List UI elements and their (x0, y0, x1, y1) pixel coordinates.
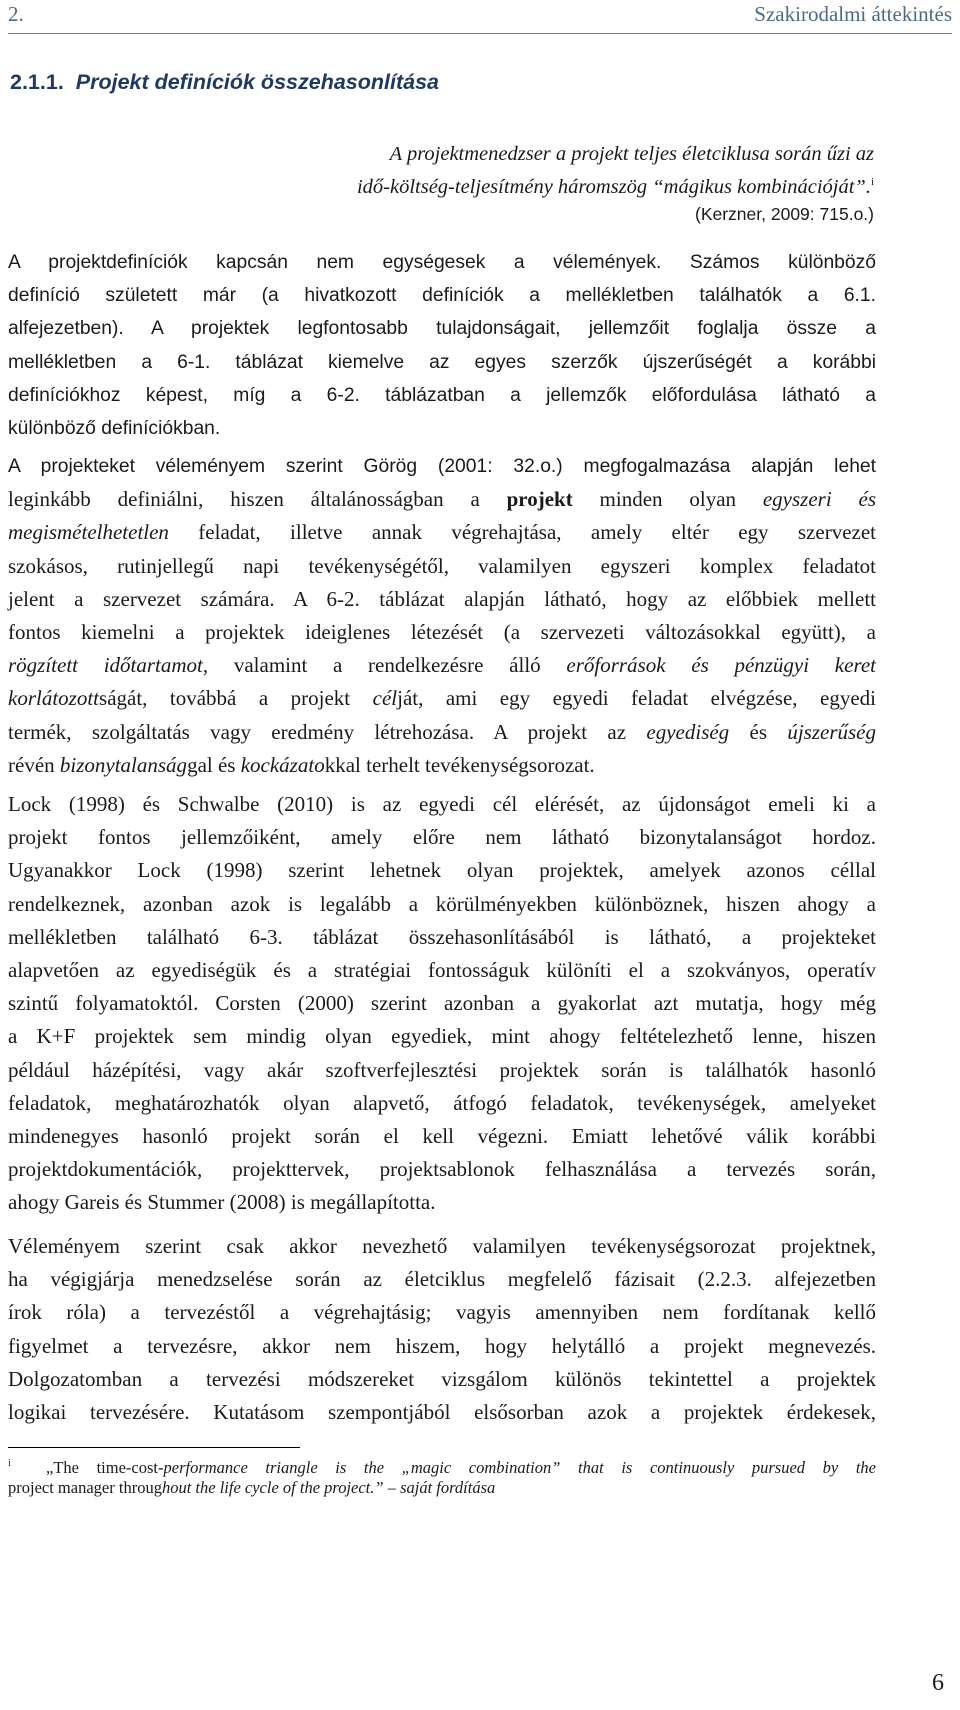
text-run: termék, szolgáltatás vagy eredmény létrehozása. A projekt az (8, 719, 647, 744)
text-line: különböző definíciókban. (8, 417, 221, 439)
text-line: ha végigjárja menedzselése során az életciklus megfelelő fázisait (2.2.3. alfejezetben (8, 1267, 876, 1292)
text-line (8, 649, 876, 682)
paragraph-1 (8, 246, 876, 445)
text-run: feladat, illetve annak végrehajtása, amely eltér egy szervezet (168, 520, 876, 545)
text-line: jelent a szervezet számára. A 6-2. táblázat alapján látható, hogy az előbbiek mellett (8, 586, 876, 611)
text-line: feladatok, meghatározhatók olyan alapvető, átfogó feladatok, tevékenységek, amelyeket (8, 1090, 876, 1115)
text-run: minden olyan (572, 487, 763, 512)
text-run: ját, ami egy egyedi feladat elvégzése, egyedi (397, 686, 876, 711)
text-run: kkal terhelt tevékenységsorozat. (324, 752, 595, 777)
motto-line: A projektmenedzser a projekt teljes életciklusa során űzi az (389, 143, 874, 165)
text-line: mellékletben a 6-1. táblázat kiemelve az egyes szerzők újszerűségét a korábbi (8, 351, 876, 373)
motto-line: idő-költség-teljesítmény háromszög “mágikus kombinációját”. (356, 176, 871, 198)
text-run: gal és (187, 752, 241, 777)
motto-quote (274, 140, 874, 201)
footnote-ref[interactable]: i (870, 176, 874, 188)
text-line: Lock (1998) és Schwalbe (2010) is az egyedi cél elérését, az újdonságot emeli ki a (8, 792, 876, 816)
italic-term: erőforrások és pénzügyi keret (566, 653, 876, 678)
text-line: írok róla) a tervezéstől a végrehajtásig; vagyis amennyiben nem fordítanak kellő (8, 1300, 876, 1325)
italic-term: korlátozott (8, 686, 100, 711)
section-heading (10, 70, 439, 95)
italic-term: rögzített időtartamot (8, 653, 203, 678)
text-run: leginkább definiálni, hiszen általánosságban a (8, 487, 507, 512)
footnote-marker: i (8, 1458, 11, 1469)
italic-term: újszerűség (787, 719, 876, 744)
text-line (8, 516, 876, 549)
text-run: révén (8, 752, 60, 777)
footnote-line (8, 1452, 876, 1476)
text-line: szintű folyamatoktól. Corsten (2000) szerint azonban a gyakorlat azt mutatja, hogy még (8, 991, 876, 1016)
text-line: fontos kiemelni a projektek ideiglenes létezését (a szervezeti változásokkal együtt), a (8, 619, 876, 644)
text-run: és (729, 719, 788, 744)
text-line: A projekteket véleményem szerint Görög (2001: 32.o.) megfogalmazása alapján lehet (8, 456, 876, 477)
text-line: definíció született már (a hivatkozott definíciók a mellékletben találhatók a 6.1. (8, 285, 876, 307)
text-line: például házépítési, vagy akár szoftverfejlesztési projektek során is találhatók hasonló (8, 1057, 876, 1082)
italic-term: megismételhetetlen (8, 520, 169, 545)
section-title: Projekt definíciók összehasonlítása (75, 70, 439, 94)
text-line (8, 682, 876, 715)
paragraph-2 (8, 450, 876, 782)
text-line: Véleményem szerint csak akkor nevezhető valamilyen tevékenységsorozat projektnek, (8, 1234, 876, 1258)
text-line: figyelmet a tervezésre, akkor nem hiszem, hogy helytálló a projekt megnevezés. (8, 1333, 876, 1358)
text-line (8, 483, 876, 516)
italic-term: egyszeri és (762, 487, 876, 512)
motto-source: (Kerzner, 2009: 715.o.) (695, 204, 874, 224)
text-line: mindenegyes hasonló projekt során el kell végezni. Emiatt lehetővé válik korábbi (8, 1123, 876, 1148)
paragraph-3 (8, 788, 876, 1219)
text-line: A projektdefiníciók kapcsán nem egységesek a vélemények. Számos különböző (8, 252, 876, 273)
italic-run: performance triangle is the „magic combination” that is continuously pursued by the (163, 1458, 876, 1477)
chapter-title: Szakirodalmi áttekintés (754, 2, 952, 26)
italic-run: hout the life cycle of the project.” – saját fordítása (161, 1478, 496, 1497)
italic-term: cél (372, 686, 398, 711)
text-line: Ugyanakkor Lock (1998) szerint lehetnek olyan projektek, amelyek azonos céllal (8, 858, 876, 883)
footnote-rule (8, 1447, 300, 1448)
bold-term: projekt (506, 487, 573, 512)
italic-term: kockázato (240, 752, 325, 777)
text-line: alapvetően az egyediségük és a stratégiai fontosságuk különíti el a szokványos, operatív (8, 957, 876, 982)
text-run: „The time-cost- (46, 1458, 164, 1477)
section-number: 2.1.1. (10, 70, 64, 94)
text-line: definíciókhoz képest, míg a 6-2. táblázatban a jellemzők előfordulása látható a (8, 384, 876, 406)
text-line: rendelkeznek, azonban azok is legalább a körülményekben különböznek, hiszen ahogy a (8, 891, 876, 916)
footnote (8, 1452, 876, 1500)
text-line: a K+F projektek sem mindig olyan egyediek, mint ahogy feltételezhető lenne, hiszen (8, 1024, 876, 1049)
text-line: projekt fontos jellemzőiként, amely előre nem látható bizonytalanságot hordoz. (8, 825, 876, 850)
text-run: , valamint a rendelkezésre álló (202, 653, 567, 678)
text-run: ságát, továbbá a projekt (99, 686, 373, 711)
header-rule (8, 33, 952, 34)
running-header (8, 2, 952, 30)
text-line (8, 749, 876, 782)
text-line: mellékletben található 6-3. táblázat összehasonlításából is látható, a projekteket (8, 924, 876, 949)
italic-term: bizonytalanság (59, 752, 188, 777)
italic-term: egyediség (646, 719, 730, 744)
text-line: szokásos, rutinjellegű napi tevékenységétől, valamilyen egyszeri komplex feladatot (8, 553, 876, 578)
page-number: 6 (932, 1670, 944, 1696)
text-line: alfejezetben). A projektek legfontosabb tulajdonságait, jellemzőit foglalja össze a (8, 318, 876, 340)
text-line: ahogy Gareis és Stummer (2008) is megállapította. (8, 1190, 436, 1215)
text-run: project manager throug (8, 1478, 162, 1497)
paragraph-4 (8, 1230, 876, 1429)
text-line: Dolgozatomban a tervezési módszereket vizsgálom különös tekintettel a projektek (8, 1366, 876, 1391)
text-line: logikai tervezésére. Kutatásom szempontjából elsősorban azok a projektek érdekesek, (8, 1399, 876, 1424)
text-line: projektdokumentációk, projekttervek, projektsablonok felhasználása a tervezés során, (8, 1157, 876, 1182)
footnote-line (8, 1476, 876, 1500)
chapter-number: 2. (8, 2, 24, 26)
text-line (8, 716, 876, 749)
